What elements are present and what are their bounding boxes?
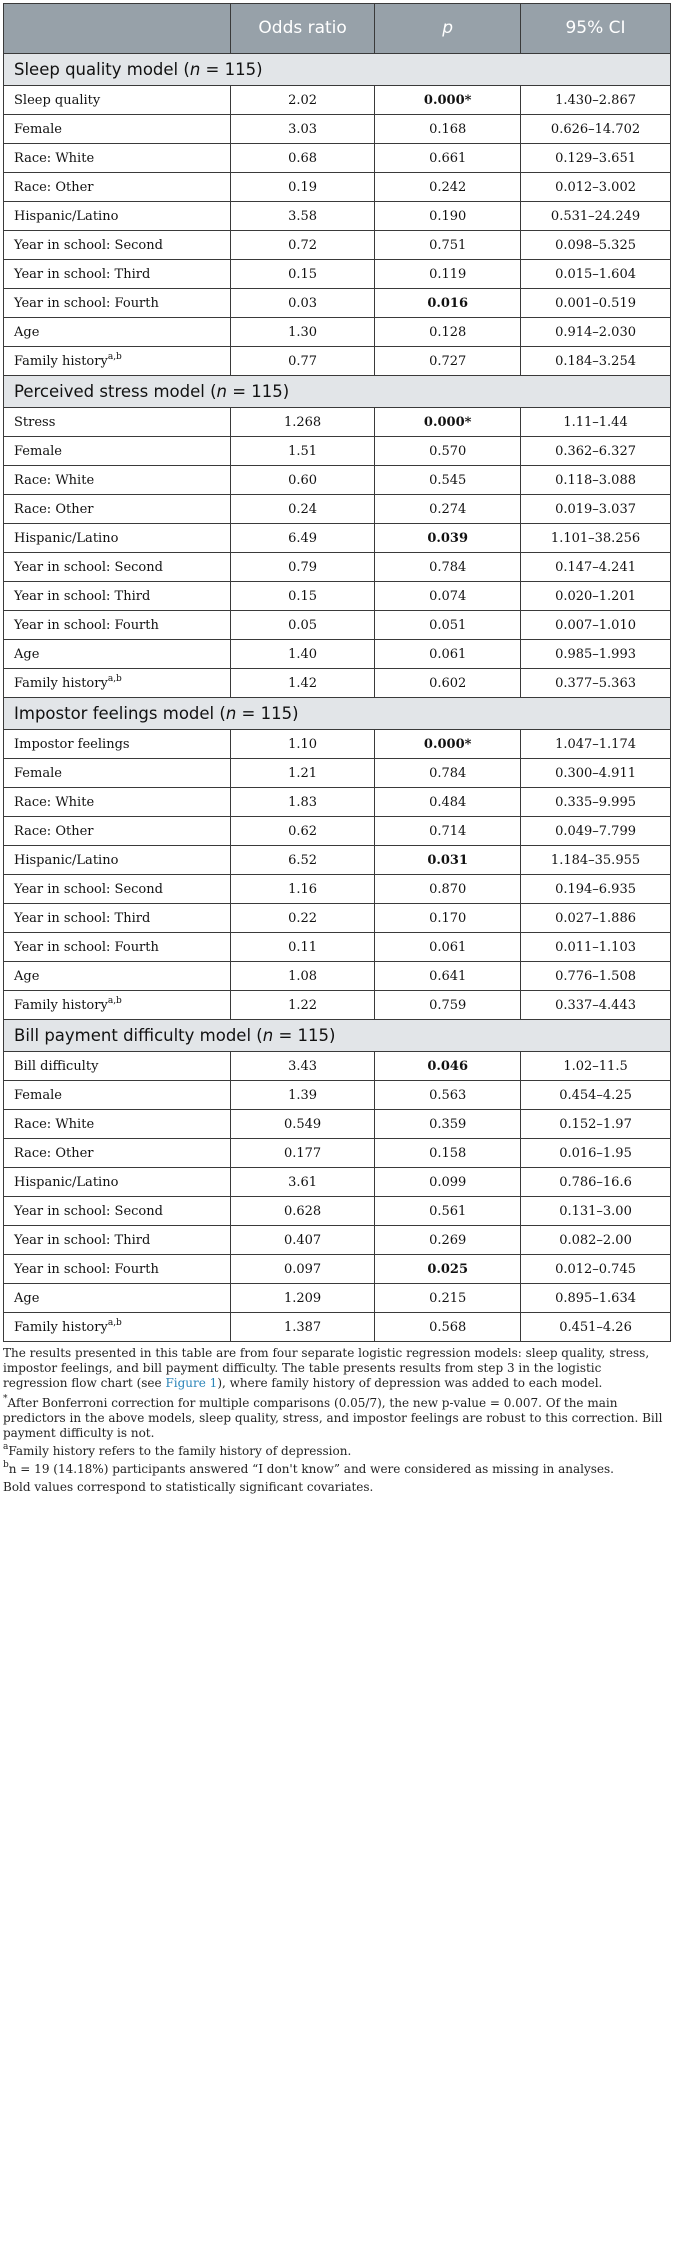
cell-odds-ratio: 0.62 [230,817,374,846]
cell-ci: 1.02–11.5 [521,1052,671,1081]
table-row [4,991,671,1020]
cell-odds-ratio: 6.52 [230,846,374,875]
cell-ci: 0.895–1.634 [521,1284,671,1313]
table-row [4,466,671,495]
cell-variable: Hispanic/Latino [4,1168,231,1197]
table-row [4,231,671,260]
cell-p-value: 0.025 [375,1255,521,1284]
cell-ci: 0.012–3.002 [521,173,671,202]
cell-odds-ratio: 3.58 [230,202,374,231]
table-row [4,640,671,669]
cell-p-value: 0.168 [375,115,521,144]
cell-ci: 0.337–4.443 [521,991,671,1020]
table-row [4,202,671,231]
cell-p-value: 0.641 [375,962,521,991]
table-row [4,846,671,875]
cell-ci: 0.098–5.325 [521,231,671,260]
cell-variable: Year in school: Third [4,1226,231,1255]
cell-odds-ratio: 0.05 [230,611,374,640]
cell-variable: Female [4,115,231,144]
table-header-row [4,4,671,54]
table-row [4,1110,671,1139]
cell-variable: Hispanic/Latino [4,524,231,553]
cell-odds-ratio: 1.387 [230,1313,374,1342]
cell-ci: 0.049–7.799 [521,817,671,846]
cell-variable: Bill difficulty [4,1052,231,1081]
table-document [3,3,671,1495]
cell-ci: 0.776–1.508 [521,962,671,991]
cell-p-value: 0.545 [375,466,521,495]
table-row [4,788,671,817]
cell-p-value: 0.784 [375,759,521,788]
cell-odds-ratio: 0.11 [230,933,374,962]
cell-p-value: 0.215 [375,1284,521,1313]
cell-p-value: 0.119 [375,260,521,289]
cell-variable: Year in school: Third [4,582,231,611]
table-row [4,144,671,173]
cell-odds-ratio: 0.628 [230,1197,374,1226]
cell-p-value: 0.000* [375,86,521,115]
table-body [4,54,671,1342]
cell-ci: 0.007–1.010 [521,611,671,640]
cell-variable: Family history$^{a,b}$ [4,1313,231,1342]
section-header-row [4,54,671,86]
cell-p-value: 0.784 [375,553,521,582]
cell-odds-ratio: 0.03 [230,289,374,318]
cell-p-value: 0.000* [375,408,521,437]
cell-p-value: 0.759 [375,991,521,1020]
table-row [4,730,671,759]
cell-variable: Female [4,437,231,466]
cell-p-value: 0.714 [375,817,521,846]
cell-variable: Age [4,318,231,347]
table-row [4,115,671,144]
cell-ci: 0.016–1.95 [521,1139,671,1168]
cell-ci: 0.015–1.604 [521,260,671,289]
cell-p-value: 0.000* [375,730,521,759]
cell-variable: Sleep quality [4,86,231,115]
cell-variable: Age [4,962,231,991]
cell-p-value: 0.046 [375,1052,521,1081]
table-row [4,553,671,582]
header-odds-ratio: Odds ratio [230,4,374,54]
cell-variable: Age [4,640,231,669]
cell-ci: 0.335–9.995 [521,788,671,817]
cell-p-value: 0.061 [375,640,521,669]
cell-odds-ratio: 3.43 [230,1052,374,1081]
cell-odds-ratio: 0.15 [230,260,374,289]
cell-ci: 0.129–3.651 [521,144,671,173]
cell-ci: 0.194–6.935 [521,875,671,904]
table-row [4,1139,671,1168]
table-row [4,1226,671,1255]
cell-odds-ratio: 0.15 [230,582,374,611]
section-header-row [4,376,671,408]
cell-odds-ratio: 1.22 [230,991,374,1020]
cell-variable: Race: Other [4,495,231,524]
section-header-row [4,1020,671,1052]
table-row [4,1255,671,1284]
header-p-value: p [375,4,521,54]
table-row [4,582,671,611]
cell-ci: 0.082–2.00 [521,1226,671,1255]
cell-variable: Race: Other [4,1139,231,1168]
cell-variable: Year in school: Fourth [4,611,231,640]
cell-ci: 0.362–6.327 [521,437,671,466]
section-header-row [4,698,671,730]
cell-variable: Year in school: Fourth [4,1255,231,1284]
cell-ci: 1.101–38.256 [521,524,671,553]
table-row [4,1081,671,1110]
cell-variable: Race: White [4,788,231,817]
cell-odds-ratio: 1.08 [230,962,374,991]
table-row [4,875,671,904]
cell-ci: 0.626–14.702 [521,115,671,144]
cell-odds-ratio: 1.209 [230,1284,374,1313]
header-variable [4,4,231,54]
table-row [4,904,671,933]
table-row [4,962,671,991]
cell-odds-ratio: 1.16 [230,875,374,904]
table-row [4,933,671,962]
cell-ci: 1.430–2.867 [521,86,671,115]
cell-variable: Hispanic/Latino [4,846,231,875]
cell-p-value: 0.274 [375,495,521,524]
cell-variable: Year in school: Fourth [4,289,231,318]
cell-variable: Female [4,759,231,788]
cell-p-value: 0.602 [375,669,521,698]
note-a: $^a$Family history refers to the family history of depression. [3,1442,352,1458]
table-row [4,1052,671,1081]
table-row [4,86,671,115]
cell-p-value: 0.016 [375,289,521,318]
cell-ci: 0.300–4.911 [521,759,671,788]
cell-variable: Race: Other [4,173,231,202]
cell-ci: 0.131–3.00 [521,1197,671,1226]
note-b: $^b$n = 19 (14.18%) participants answered “I don't know” and were considered as missing in analyses. [3,1460,614,1476]
cell-odds-ratio: 1.268 [230,408,374,437]
table-row [4,260,671,289]
cell-ci: 0.786–16.6 [521,1168,671,1197]
cell-variable: Year in school: Second [4,553,231,582]
cell-variable: Year in school: Second [4,231,231,260]
cell-ci: 0.020–1.201 [521,582,671,611]
cell-odds-ratio: 1.42 [230,669,374,698]
cell-ci: 0.454–4.25 [521,1081,671,1110]
cell-p-value: 0.099 [375,1168,521,1197]
cell-ci: 0.012–0.745 [521,1255,671,1284]
cell-p-value: 0.158 [375,1139,521,1168]
cell-p-value: 0.484 [375,788,521,817]
section-title: Impostor feelings model (n = 115) [4,698,671,730]
table-row [4,289,671,318]
cell-variable: Year in school: Third [4,260,231,289]
cell-p-value: 0.074 [375,582,521,611]
cell-ci: 0.914–2.030 [521,318,671,347]
table-notes [3,1342,671,1495]
cell-p-value: 0.190 [375,202,521,231]
cell-p-value: 0.570 [375,437,521,466]
cell-odds-ratio: 1.83 [230,788,374,817]
table-row [4,1284,671,1313]
cell-p-value: 0.870 [375,875,521,904]
cell-variable: Family history$^{a,b}$ [4,669,231,698]
cell-p-value: 0.128 [375,318,521,347]
figure-1-link[interactable]: Figure 1 [165,1376,218,1390]
table-row [4,347,671,376]
cell-ci: 1.184–35.955 [521,846,671,875]
cell-odds-ratio: 6.49 [230,524,374,553]
cell-ci: 0.451–4.26 [521,1313,671,1342]
cell-odds-ratio: 0.177 [230,1139,374,1168]
cell-ci: 0.184–3.254 [521,347,671,376]
cell-odds-ratio: 0.097 [230,1255,374,1284]
section-title: Perceived stress model (n = 115) [4,376,671,408]
cell-p-value: 0.269 [375,1226,521,1255]
cell-variable: Family history$^{a,b}$ [4,991,231,1020]
cell-p-value: 0.359 [375,1110,521,1139]
cell-odds-ratio: 1.21 [230,759,374,788]
cell-variable: Year in school: Second [4,875,231,904]
note-bold: Bold values correspond to statistically significant covariates. [3,1480,374,1494]
table-row [4,437,671,466]
section-title: Sleep quality model (n = 115) [4,54,671,86]
table-row [4,408,671,437]
cell-odds-ratio: 3.03 [230,115,374,144]
cell-variable: Race: Other [4,817,231,846]
table-row [4,611,671,640]
cell-odds-ratio: 0.24 [230,495,374,524]
cell-p-value: 0.051 [375,611,521,640]
cell-p-value: 0.563 [375,1081,521,1110]
cell-odds-ratio: 1.10 [230,730,374,759]
cell-odds-ratio: 1.30 [230,318,374,347]
cell-variable: Hispanic/Latino [4,202,231,231]
cell-ci: 1.047–1.174 [521,730,671,759]
cell-ci: 0.001–0.519 [521,289,671,318]
cell-variable: Year in school: Fourth [4,933,231,962]
table-row [4,1168,671,1197]
cell-variable: Impostor feelings [4,730,231,759]
cell-ci: 0.147–4.241 [521,553,671,582]
cell-odds-ratio: 0.19 [230,173,374,202]
table-row [4,817,671,846]
cell-odds-ratio: 0.79 [230,553,374,582]
cell-ci: 0.152–1.97 [521,1110,671,1139]
table-row [4,495,671,524]
note-main: The results presented in this table are from four separate logistic regression models: sleep quality, stress, impostor feelings, and bill payment difficulty. The table presents results from step 3 in the logistic regression flow chart (see Figure 1), where family history of depression was added to each model. [3,1346,650,1390]
cell-variable: Race: White [4,144,231,173]
cell-p-value: 0.242 [375,173,521,202]
cell-odds-ratio: 0.68 [230,144,374,173]
table-row [4,1197,671,1226]
note-bonferroni: *After Bonferroni correction for multiple comparisons (0.05/7), the new p-value = 0.007. Of the main predictors in the above models, sleep quality, stress, and impostor feelings are robust to this correction. Bill payment difficulty is not. [3,1394,663,1440]
cell-p-value: 0.031 [375,846,521,875]
table-row [4,524,671,553]
cell-odds-ratio: 0.60 [230,466,374,495]
cell-variable: Stress [4,408,231,437]
cell-odds-ratio: 0.72 [230,231,374,260]
cell-variable: Year in school: Second [4,1197,231,1226]
cell-ci: 0.027–1.886 [521,904,671,933]
regression-table [3,3,671,1342]
cell-p-value: 0.727 [375,347,521,376]
header-ci: 95% CI [521,4,671,54]
table-row [4,669,671,698]
cell-ci: 0.019–3.037 [521,495,671,524]
cell-odds-ratio: 1.40 [230,640,374,669]
cell-ci: 0.118–3.088 [521,466,671,495]
cell-ci: 1.11–1.44 [521,408,671,437]
cell-variable: Year in school: Third [4,904,231,933]
cell-variable: Race: White [4,1110,231,1139]
table-row [4,759,671,788]
cell-ci: 0.985–1.993 [521,640,671,669]
table-row [4,1313,671,1342]
cell-odds-ratio: 1.51 [230,437,374,466]
cell-odds-ratio: 1.39 [230,1081,374,1110]
cell-p-value: 0.061 [375,933,521,962]
cell-odds-ratio: 3.61 [230,1168,374,1197]
cell-p-value: 0.561 [375,1197,521,1226]
cell-p-value: 0.568 [375,1313,521,1342]
cell-ci: 0.531–24.249 [521,202,671,231]
cell-variable: Family history$^{a,b}$ [4,347,231,376]
cell-variable: Race: White [4,466,231,495]
cell-p-value: 0.751 [375,231,521,260]
cell-ci: 0.377–5.363 [521,669,671,698]
table-row [4,318,671,347]
cell-p-value: 0.661 [375,144,521,173]
cell-odds-ratio: 2.02 [230,86,374,115]
table-row [4,173,671,202]
cell-odds-ratio: 0.407 [230,1226,374,1255]
cell-odds-ratio: 0.549 [230,1110,374,1139]
cell-odds-ratio: 0.22 [230,904,374,933]
cell-p-value: 0.039 [375,524,521,553]
cell-odds-ratio: 0.77 [230,347,374,376]
cell-ci: 0.011–1.103 [521,933,671,962]
section-title: Bill payment difficulty model (n = 115) [4,1020,671,1052]
cell-p-value: 0.170 [375,904,521,933]
cell-variable: Age [4,1284,231,1313]
cell-variable: Female [4,1081,231,1110]
